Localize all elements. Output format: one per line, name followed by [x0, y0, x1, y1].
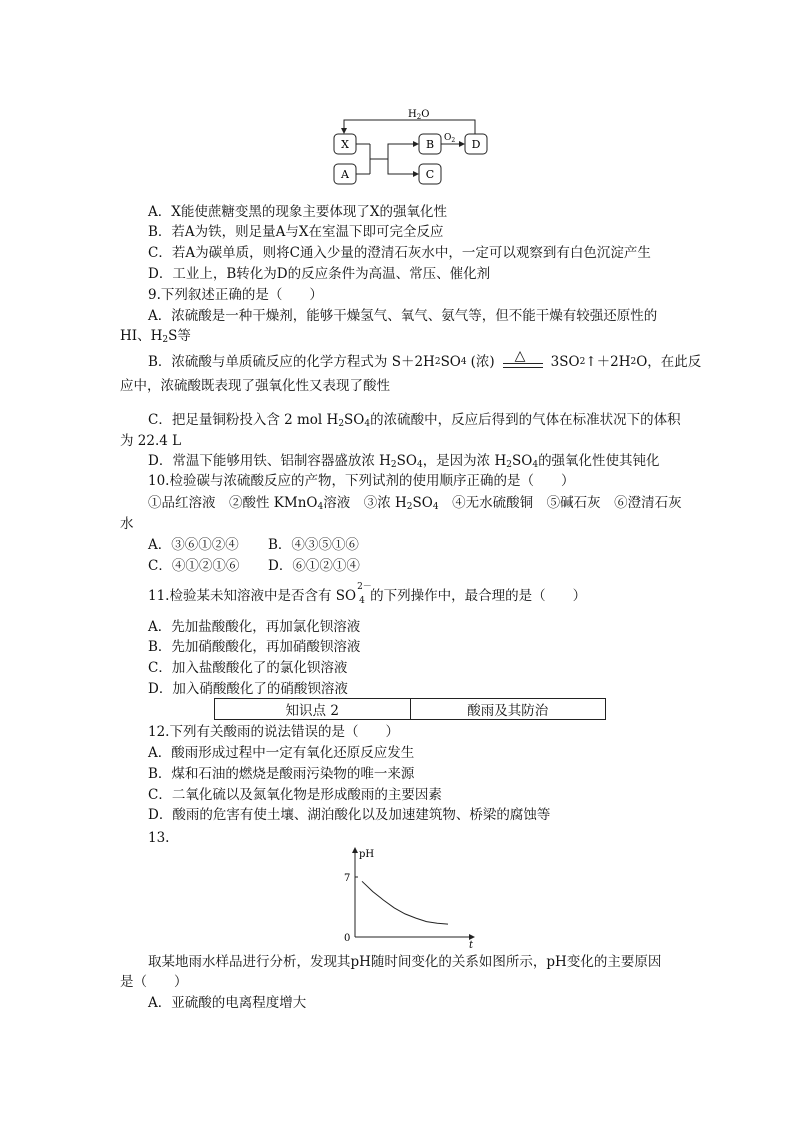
- node-c: C: [425, 168, 435, 181]
- q9-option-d: D．常温下能够用铁、铝制容器盛放浓 $H_2SO_4$，是因为浓 $H_2SO_4$的强氧化性使其钝化: [148, 453, 660, 470]
- q11-option-d: D．加入硝酸酸化了的硝酸钡溶液: [148, 681, 348, 697]
- q9-option-b-equation: B．浓硫酸与单质硫反应的化学方程式为 S＋2H 2 SO 4 (浓) △ 3SO 2 ↑＋2H 2 O，在此反: [148, 350, 701, 374]
- q9-option-a-line2: HI、$H_2S$等: [120, 328, 191, 345]
- q13-option-a: A．亚硫酸的电离程度增大: [148, 995, 307, 1011]
- q12-stem: 12.下列有关酸雨的说法错误的是（ ）: [148, 724, 399, 740]
- node-x: X: [341, 138, 349, 151]
- y-tick-label-0: 0: [344, 933, 351, 944]
- y-tick-label-7: 7: [344, 873, 351, 884]
- q11-option-c: C．加入盐酸酸化了的氯化钡溶液: [148, 660, 348, 676]
- q8-option-b: B．若A为铁，则足量A与X在室温下即可完全反应: [148, 224, 444, 240]
- q11-option-a: A．先加盐酸酸化，再加氯化钡溶液: [148, 619, 361, 635]
- node-a: A: [341, 168, 349, 181]
- q9-option-b-line2: 应中，浓硫酸既表现了强氧化性又表现了酸性: [120, 378, 390, 394]
- reaction-scheme-diagram: [330, 104, 500, 188]
- q13-text-line2: 是（ ）: [120, 974, 188, 990]
- knowledge-point-table: [214, 698, 606, 720]
- y-axis-label: pH: [359, 849, 375, 860]
- knowledge-point-title: 酸雨及其防治: [467, 703, 549, 719]
- heat-condition-arrow: △: [503, 350, 543, 374]
- q10-option-d: D．⑥①②①④: [268, 558, 360, 574]
- node-d: D: [471, 138, 481, 151]
- loop-arrow: [344, 120, 475, 134]
- q13-text-line1: 取某地雨水样品进行分析，发现其pH随时间变化的关系如图所示，pH变化的主要原因: [148, 954, 662, 970]
- q10-reagents-line2: 水: [120, 516, 134, 532]
- q10-stem: 10.检验碳与浓硫酸反应的产物，下列试剂的使用顺序正确的是（ ）: [148, 473, 575, 489]
- q10-option-c: C．④①②①⑥: [148, 558, 240, 574]
- q9-option-c-line1: C．把足量铜粉投入含 2 mol $H_2SO_4$的浓硫酸中，反应后得到的气体在标准状况下的体积: [148, 412, 681, 429]
- q11-option-b: B．先加硝酸酸化，再加硝酸钡溶液: [148, 639, 361, 655]
- ph-series-line: [362, 881, 448, 924]
- node-b: B: [425, 138, 435, 151]
- q8-option-d: D．工业上，B转化为D的反应条件为高温、常压、催化剂: [148, 266, 491, 282]
- q9-option-c-line2: 为 22.4 L: [120, 433, 182, 449]
- o2-label: $O_2$: [444, 133, 456, 144]
- ph-time-chart: [330, 842, 490, 952]
- q12-option-d: D．酸雨的危害有使土壤、湖泊酸化以及加速建筑物、桥梁的腐蚀等: [148, 807, 551, 823]
- q9-option-a-line1: A．浓硫酸是一种干燥剂，能够干燥氢气、氧气、氨气等，但不能干燥有较强还原性的: [148, 308, 658, 324]
- q12-option-a: A．酸雨形成过程中一定有氧化还原反应发生: [148, 745, 415, 761]
- q12-option-b: B．煤和石油的燃烧是酸雨污染物的唯一来源: [148, 766, 415, 782]
- q9-stem: 9.下列叙述正确的是（ ）: [148, 287, 323, 303]
- q10-option-a: A．③⑥①②④: [148, 537, 239, 553]
- q10-reagents-line1: ①品红溶液 ②酸性 KMnO$_4$溶液 ③浓 $H_2SO_4$ ④无水硫酸铜 ⑤碱石灰 ⑥澄清石灰: [148, 495, 682, 512]
- q13-stem: 13.: [148, 830, 170, 846]
- h2o-label: $H_2O$: [408, 109, 430, 121]
- q12-option-c: C．二氧化硫以及氮氧化物是形成酸雨的主要因素: [148, 787, 442, 803]
- q11-stem: 11.检验某未知溶液中是否含有 SO 2－ 4 的下列操作中，最合理的是（ ）: [148, 582, 587, 606]
- q8-option-a: A．X能使蔗糖变黑的现象主要体现了X的强氧化性: [148, 204, 447, 220]
- x-axis-label: t: [469, 940, 474, 951]
- q8-option-c: C．若A为碳单质，则将C通入少量的澄清石灰水中，一定可以观察到有白色沉淀产生: [148, 245, 651, 261]
- q10-option-b: B．④③⑤①⑥: [268, 537, 359, 553]
- knowledge-point-label: 知识点 2: [215, 699, 411, 719]
